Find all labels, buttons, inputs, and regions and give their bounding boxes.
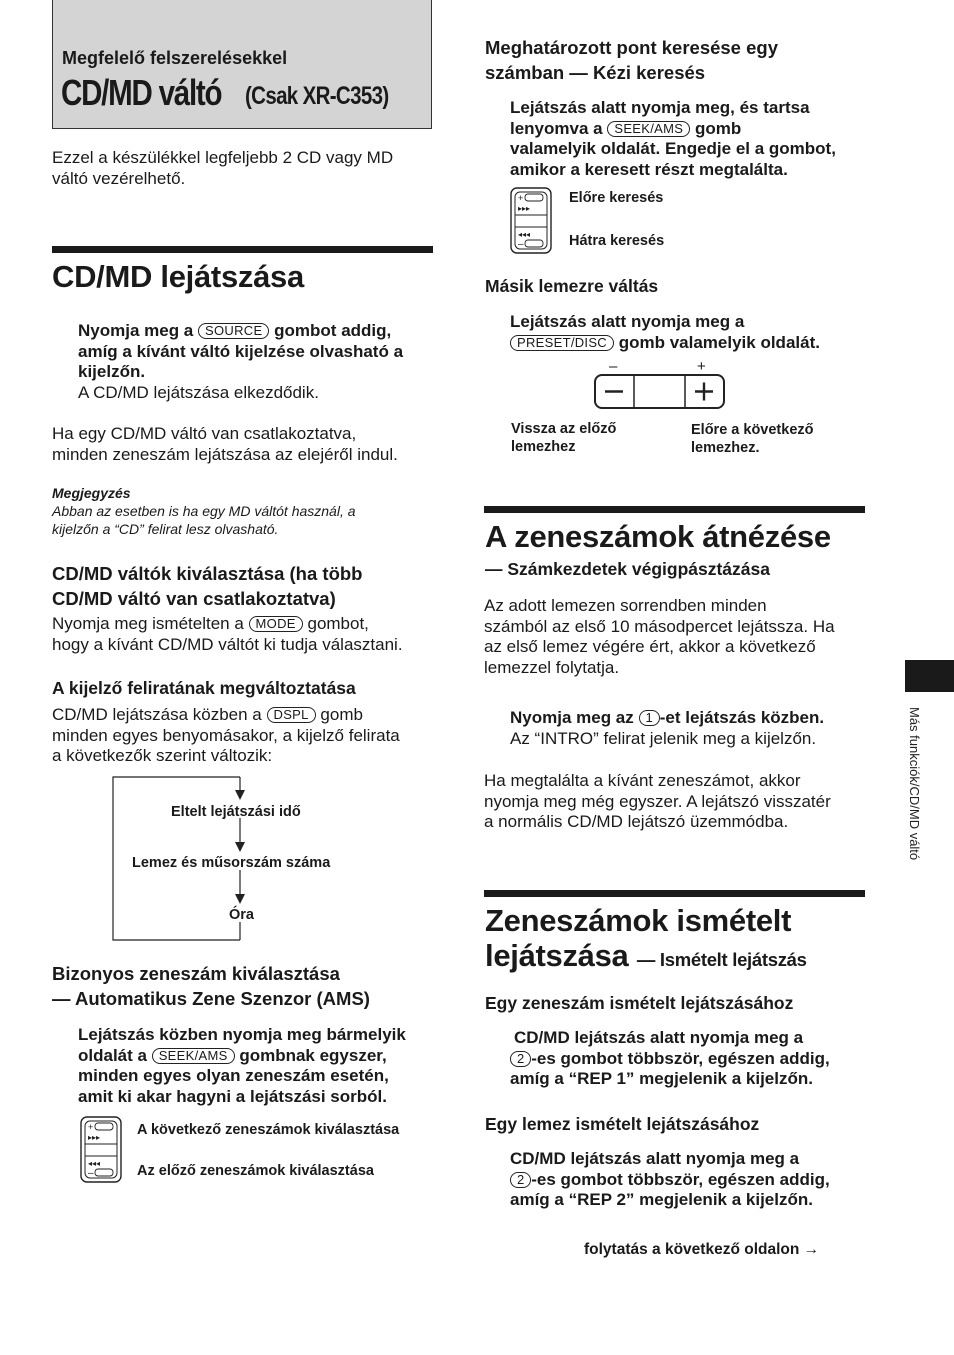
svg-text:–: – [518, 239, 524, 250]
cycle-item: Óra [229, 907, 254, 923]
display-change-heading: A kijelző feliratának megváltoztatása [52, 678, 356, 698]
minus-mark: – [609, 358, 618, 375]
seek-ams-key: SEEK/AMS [607, 121, 690, 137]
manual-search-heading: Meghatározott pont keresése egy számban — Kézi keresés [485, 37, 778, 83]
disc-change-step: Lejátszás alatt nyomja meg a PRESET/DISC gomb valamelyik oldalát. [510, 312, 820, 352]
header-subtitle: Megfelelő felszerelésekkel [62, 48, 288, 68]
svg-text:▸▸▸: ▸▸▸ [518, 204, 531, 213]
svg-text:–: – [88, 1168, 94, 1179]
repeat-disc-step: CD/MD lejátszás alatt nyomja meg a 2 -es gombot többször, egészen addig, amíg a “REP 2” megjelenik a kijelzőn. [510, 1149, 830, 1209]
header-title [61, 72, 257, 114]
svg-text:+: + [88, 1122, 94, 1132]
preset-disc-key: PRESET/DISC [510, 335, 614, 351]
ams-heading: Bizonyos zeneszám kiválasztása — Automatikus Zene Szenzor (AMS) [52, 963, 370, 1009]
preset-disc-rocker-icon [593, 373, 727, 411]
side-tab-marker [905, 660, 954, 692]
disc-change-heading: Másik lemezre váltás [485, 276, 659, 296]
mode-key: MODE [249, 616, 303, 632]
play-heading: CD/MD lejátszása [52, 259, 304, 294]
svg-text:◂◂◂: ◂◂◂ [88, 1159, 101, 1168]
ams-label-next: A következő zeneszámok kiválasztása [137, 1122, 400, 1138]
key-1: 1 [639, 710, 660, 726]
manual-search-step: Lejátszás alatt nyomja meg, és tartsa lenyomva a SEEK/AMS gomb valamelyik oldalát. Engedje el a gombot, amikor a keresett részt megtalálta. [510, 98, 836, 179]
svg-text:◂◂◂: ◂◂◂ [518, 230, 531, 239]
play-step: Nyomja meg a SOURCE gombot addig, amíg a kívánt váltó kijelzése olvasható a kijelzőn. A CD/MD lejátszása elkezdődik. [78, 321, 404, 402]
cycle-item: Eltelt lejátszási idő [171, 804, 301, 820]
cycle-item: Lemez és műsorszám száma [132, 855, 331, 871]
repeat-track-heading: Egy zeneszám ismételt lejátszásához [485, 993, 794, 1013]
source-key: SOURCE [198, 323, 269, 339]
section-rule [484, 890, 865, 897]
select-changer-heading: CD/MD váltók kiválasztása (ha több CD/MD váltó van csatlakoztatva) [52, 563, 363, 609]
repeat-heading: Zeneszámok ismételt lejátszása — Ismételt lejátszás [485, 903, 807, 973]
repeat-track-step: CD/MD lejátszás alatt nyomja meg a 2 -es gombot többször, egészen addig, amíg a “REP 1” megjelenik a kijelzőn. [510, 1028, 830, 1088]
seek-ams-key: SEEK/AMS [152, 1048, 235, 1064]
key-2: 2 [510, 1051, 531, 1067]
select-changer-text: Nyomja meg ismételten a MODE gombot, hogy a kívánt CD/MD váltót ki tudja választani. [52, 614, 403, 654]
side-label: Más funkciók/CD/MD váltó [907, 707, 922, 861]
ams-step: Lejátszás közben nyomja meg bármelyik oldalát a SEEK/AMS gombnak egyszer, minden egyes olyan zeneszám esetén, amit ki akar hagyni a lejátszási sorból. [78, 1025, 406, 1106]
label-prev-disc: Vissza az előző lemezhez [511, 421, 617, 455]
section-rule [52, 246, 433, 253]
header-title-suffix: (Csak XR-C353) [245, 82, 389, 110]
play-paragraph: Ha egy CD/MD váltó van csatlakoztatva, minden zeneszám lejátszása az elejéről indul. [52, 424, 398, 464]
seek-rocker-icon [80, 1116, 124, 1184]
label-forward-search: Előre keresés [569, 190, 664, 206]
arrow-right-icon: → [803, 1241, 820, 1258]
display-change-text: CD/MD lejátszása közben a DSPL gomb minden egyes benyomásakor, a kijelző felirata a következők szerint változik: [52, 705, 400, 765]
play-note: Megjegyzés Abban az esetben is ha egy MD váltót használ, a kijelzőn a “CD” felirat lesz olvasható. [52, 485, 356, 537]
svg-text:+: + [518, 193, 524, 203]
intro-scan-heading: A zeneszámok átnézése [485, 519, 831, 554]
continued-note: folytatás a következő oldalon → [584, 1241, 820, 1258]
section-rule [484, 506, 865, 513]
ams-label-prev: Az előző zeneszámok kiválasztása [137, 1163, 374, 1179]
note-title: Megjegyzés [52, 485, 131, 501]
label-next-disc: Előre a következő lemezhez. [691, 422, 814, 456]
key-2: 2 [510, 1172, 531, 1188]
repeat-disc-heading: Egy lemez ismételt lejátszásához [485, 1114, 760, 1134]
label-backward-search: Hátra keresés [569, 233, 665, 249]
intro-text: Ezzel a készülékkel legfeljebb 2 CD vagy MD váltó vezérelhető. [52, 148, 394, 188]
seek-rocker-icon [510, 187, 554, 255]
intro-scan-step: Nyomja meg az 1 -et lejátszás közben. Az “INTRO” felirat jelenik meg a kijelzőn. [510, 708, 825, 748]
plus-mark: + [697, 358, 706, 375]
intro-scan-paragraph: Az adott lemezen sorrendben minden számból az első 10 másodpercet lejátssza. Ha az első lemez végére ért, akkor a következő lemezzel folytatja. [484, 596, 835, 677]
dspl-key: DSPL [267, 707, 316, 723]
svg-text:▸▸▸: ▸▸▸ [88, 1133, 101, 1142]
header-title-main: CD/MD váltó [61, 72, 222, 113]
intro-scan-paragraph-2: Ha megtalálta a kívánt zeneszámot, akkor nyomja meg még egyszer. A lejátszó visszatér a normális CD/MD lejátszó üzemmódba. [484, 771, 831, 831]
intro-scan-subheading: — Számkezdetek végigpásztázása [485, 559, 770, 579]
